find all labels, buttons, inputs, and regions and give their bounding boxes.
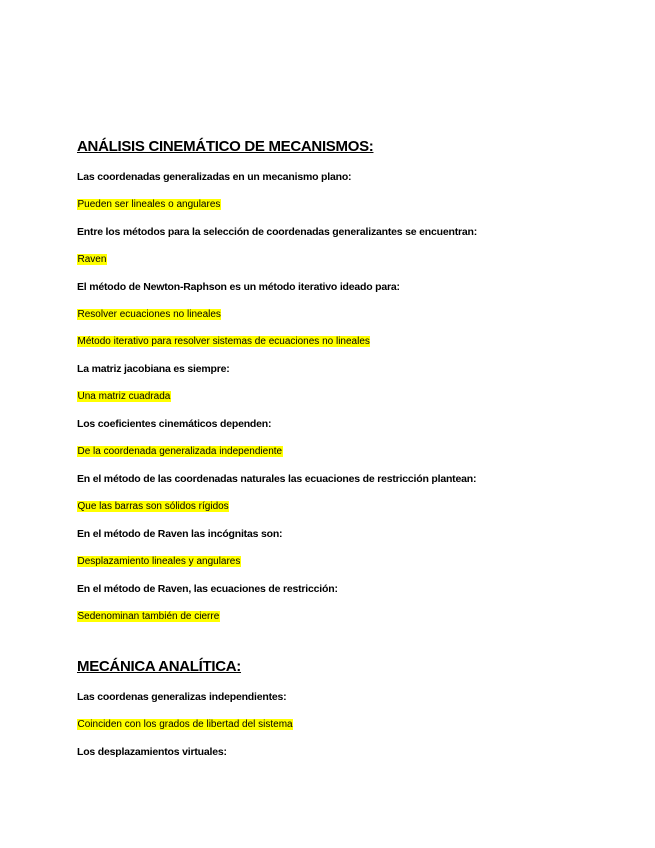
answer-highlight: Desplazamiento lineales y angulares [77,556,241,567]
answer-iterative-method [77,335,637,349]
answer-highlight: Coinciden con los grados de libertad del sistema [77,719,293,730]
question-kinematic-coefficients: Los coeficientes cinemáticos dependen: [77,418,272,430]
answer-highlight: Que las barras son sólidos rígidos [77,501,229,512]
answer-highlight: Pueden ser lineales o angulares [77,199,221,210]
answer-nonlinear-equations [77,308,637,322]
document-content [77,138,637,759]
section-heading-kinematics: ANÁLISIS CINEMÁTICO DE MECANISMOS: [77,138,374,155]
question-jacobian: La matriz jacobiana es siempre: [77,363,230,375]
section-heading-analytical-mechanics: MECÁNICA ANALÍTICA: [77,658,242,675]
question-independent-coordinates: Las coordenas generalizas independientes: [77,691,287,703]
question-generalized-coordinates: Las coordenadas generalizadas en un mecanismo plano: [77,171,352,183]
answer-degrees-of-freedom [77,718,637,732]
question-natural-coordinates: En el método de las coordenadas naturales las ecuaciones de restricción plantean: [77,473,477,485]
answer-rigid-bars [77,500,637,514]
answer-linear-or-angular [77,198,637,212]
question-selection-methods: Entre los métodos para la selección de coordenadas generalizantes se encuentran: [77,226,478,238]
answer-closure [77,610,637,624]
answer-highlight: Método iterativo para resolver sistemas de ecuaciones no lineales [77,336,370,347]
answer-highlight: Resolver ecuaciones no lineales [77,309,221,320]
answer-highlight: Raven [77,254,107,265]
question-newton-raphson: El método de Newton-Raphson es un método iterativo ideado para: [77,281,400,293]
answer-square-matrix [77,390,637,404]
answer-highlight: De la coordenada generalizada independiente [77,446,283,457]
question-raven-constraints: En el método de Raven, las ecuaciones de restricción: [77,583,338,595]
question-raven-unknowns: En el método de Raven las incógnitas son: [77,528,283,540]
answer-highlight: Una matriz cuadrada [77,391,171,402]
answer-independent-coordinate [77,445,637,459]
answer-highlight: Sedenominan también de cierre [77,611,220,622]
answer-raven [77,253,637,267]
question-virtual-displacements: Los desplazamientos virtuales: [77,746,227,758]
answer-displacements [77,555,637,569]
